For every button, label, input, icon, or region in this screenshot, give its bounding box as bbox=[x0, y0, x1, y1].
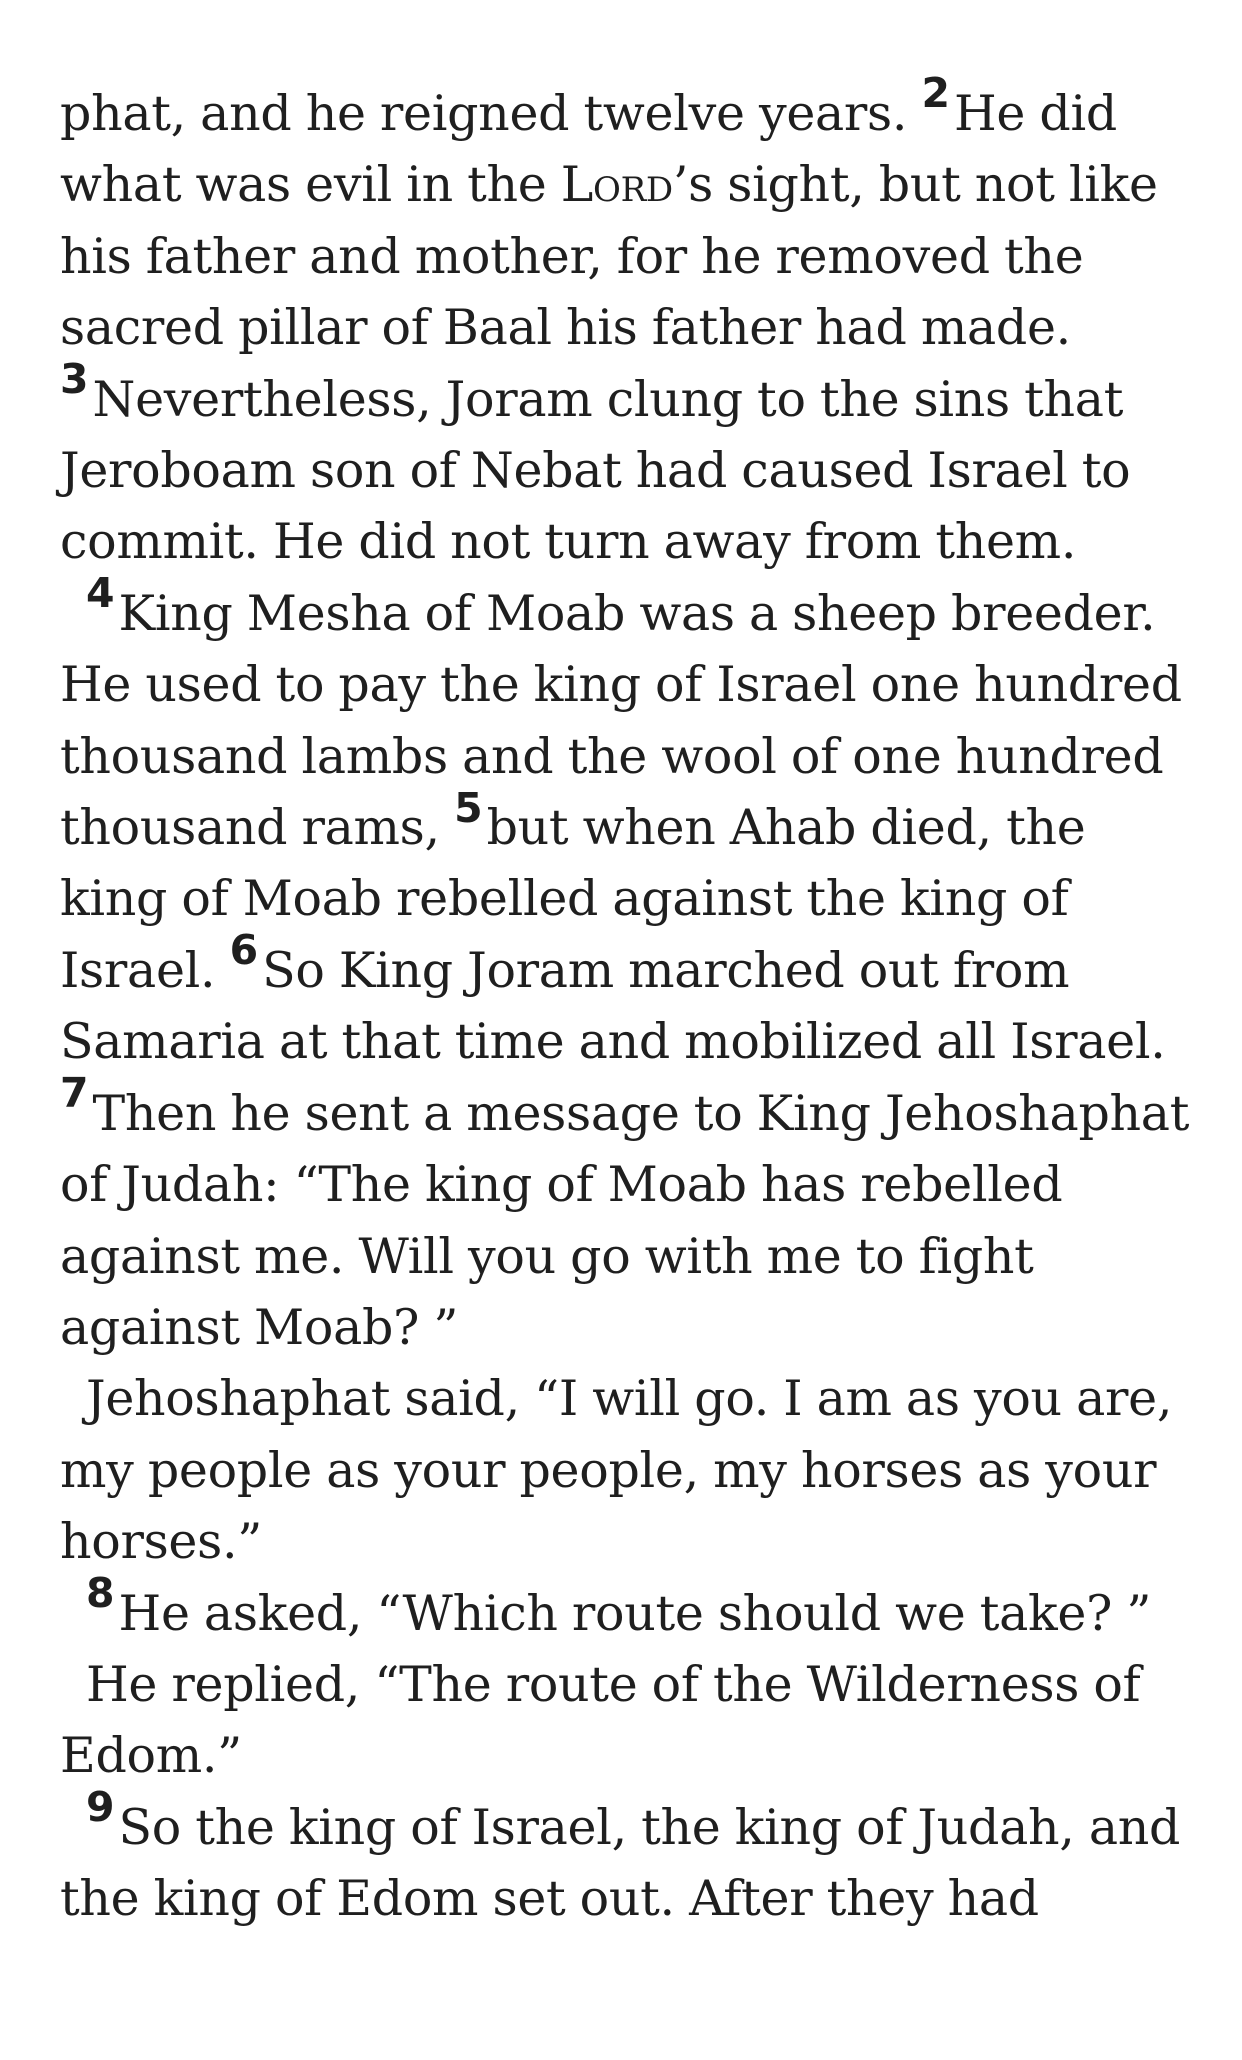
verse-text: He replied, “The route of the Wilderness of Edom.” bbox=[60, 1655, 1141, 1785]
paragraph-3 bbox=[60, 1363, 1190, 1577]
paragraph-1 bbox=[60, 69, 1190, 578]
verse-number-2[interactable]: 2 bbox=[921, 69, 950, 118]
scripture-reader bbox=[60, 69, 1190, 1935]
verse-text: Nevertheless, Joram clung to the sins that Jeroboam son of Nebat had caused Israel to commit. He did not turn away from them. bbox=[60, 370, 1131, 571]
verse-text: He asked, “Which route should we take? ” bbox=[118, 1584, 1152, 1642]
paragraph-2 bbox=[60, 569, 1190, 1363]
verse-number-5[interactable]: 5 bbox=[454, 783, 483, 832]
verse-number-8[interactable]: 8 bbox=[86, 1568, 115, 1617]
paragraph-5 bbox=[60, 1649, 1190, 1792]
verse-number-9[interactable]: 9 bbox=[86, 1783, 115, 1832]
verse-text: So the king of Israel, the king of Judah, and the king of Edom set out. After they had bbox=[60, 1798, 1181, 1928]
verse-number-3[interactable]: 3 bbox=[60, 355, 89, 404]
verse-text: Jehoshaphat said, “I will go. I am as you are, my people as your people, my horses as your horses.” bbox=[60, 1370, 1173, 1571]
verse-number-7[interactable]: 7 bbox=[60, 1069, 89, 1118]
paragraph-4 bbox=[60, 1568, 1190, 1649]
divine-name-lord: Lord bbox=[560, 156, 673, 214]
paragraph-6 bbox=[60, 1783, 1190, 1935]
verse-text: King Mesha of Moab was a sheep breeder. He used to pay the king of Israel one hundred thousand lambs and the wool of one hundred thousand rams, bbox=[60, 584, 1182, 857]
verse-text: phat, and he reigned twelve years. bbox=[60, 85, 922, 142]
verse-number-6[interactable]: 6 bbox=[229, 926, 259, 975]
verse-text: but when Ahab died, the king of Moab rebelled against the king of Israel. bbox=[60, 799, 1086, 999]
verse-text: Then he sent a message to King Jehoshaphat of Judah: “The king of Moab has rebelled against me. Will you go with me to fight against Moab? ” bbox=[60, 1084, 1190, 1356]
verse-number-4[interactable]: 4 bbox=[86, 569, 115, 618]
verse-text: ’s sight, but not like his father and mother, for he removed the sacred pillar of Baal his father had made. bbox=[60, 156, 1158, 357]
verse-text: So King Joram marched out from Samaria at that time and mobilized all Israel. bbox=[60, 941, 1166, 1071]
verse-text: He did what was evil in the bbox=[60, 85, 1117, 214]
